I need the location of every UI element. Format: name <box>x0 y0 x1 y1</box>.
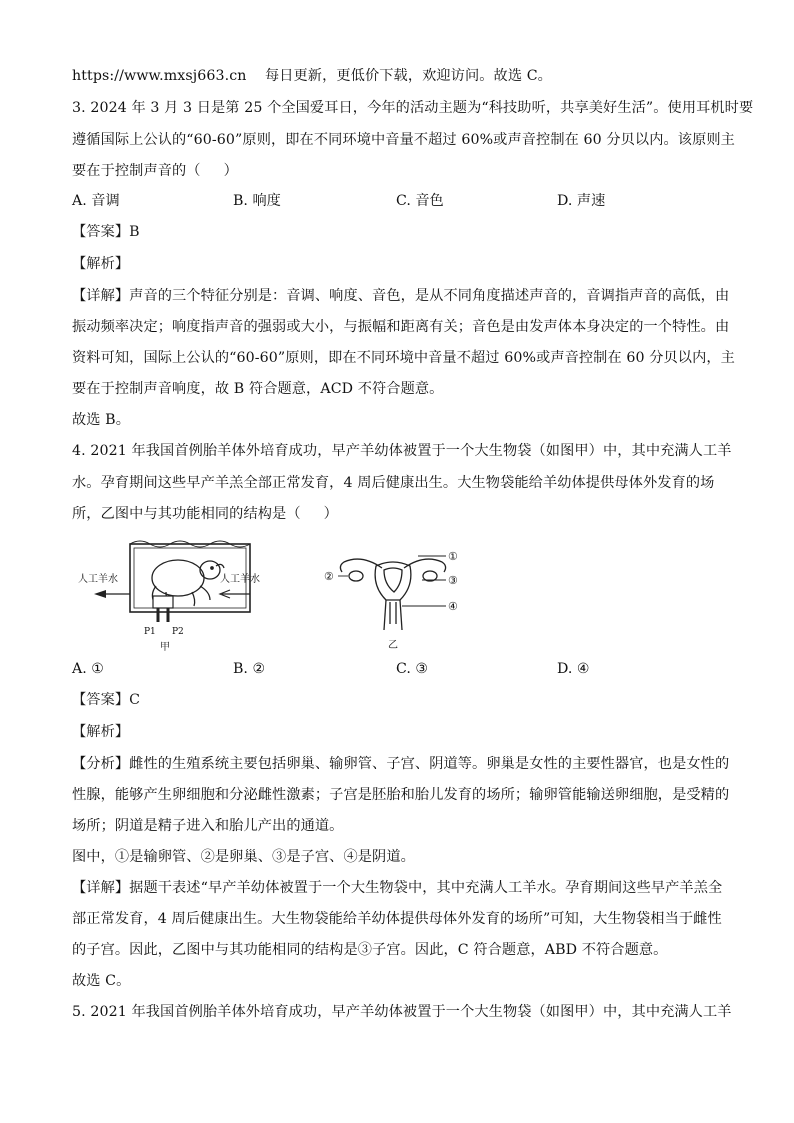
q3-conclusion: 故选 B。 <box>72 412 130 428</box>
q3-stem-line-2: 遵循国际上公认的“60-60”原则，即在不同环境中音量不超过 60%或声音控制在 60 分贝以内。该原则主 <box>72 132 735 148</box>
q3-option-d: D. 声速 <box>557 193 606 209</box>
q5-stem-line-1: 5. 2021 年我国首例胎羊体外培育成功，早产羊幼体被置于一个大生物袋（如图甲）中，其中充满人工羊 <box>72 1004 732 1020</box>
q4-stem-line-3: 所，乙图中与其功能相同的结构是（ ） <box>72 506 338 522</box>
uterus-diagram <box>340 559 445 630</box>
jia-caption: 甲 <box>160 642 170 653</box>
marker-1: ① <box>448 550 458 563</box>
q4-fenxi-line-1: 【分析】雌性的生殖系统主要包括卵巢、输卵管、子宫、阴道等。卵巢是女性的主要性器官，也是女性的 <box>72 756 730 772</box>
header-line: https://www.mxsj663.cn 每日更新，更低价下载，欢迎访问。故选 C。 <box>72 68 552 84</box>
figure-yi <box>322 540 472 652</box>
jia-p2-label: P2 <box>172 627 184 637</box>
q4-answer: 【答案】C <box>72 692 141 708</box>
q4-analysis-tag: 【解析】 <box>72 724 130 740</box>
q4-detail-line-1: 【详解】据题干表述“早产羊幼体被置于一个大生物袋中，其中充满人工羊水。孕育期间这些早产羊羔全 <box>72 880 723 896</box>
q4-option-d: D. ④ <box>557 661 590 677</box>
q4-option-a: A. ① <box>72 661 104 677</box>
q4-fenxi-line-2: 性腺，能够产生卵细胞和分泌雌性激素；子宫是胚胎和胎儿发育的场所；输卵管能输送卵细胞，是受精的 <box>72 787 730 803</box>
q4-stem-line-2: 水。孕育期间这些早产羊羔全部正常发育，4 周后健康出生。大生物袋能给羊幼体提供母体外发育的场 <box>72 475 715 491</box>
jia-p1-label: P1 <box>144 627 156 637</box>
jia-right-label: 人工羊水 <box>220 574 260 585</box>
q3-detail-line-4: 要在于控制声音响度，故 B 符合题意，ACD 不符合题意。 <box>72 381 444 397</box>
marker-3: ③ <box>448 574 458 587</box>
q3-detail-line-1: 【详解】声音的三个特征分别是：音调、响度、音色，是从不同角度描述声音的，音调指声音的高低，由 <box>72 288 730 304</box>
q4-stem-line-1: 4. 2021 年我国首例胎羊体外培育成功，早产羊幼体被置于一个大生物袋（如图甲）中，其中充满人工羊 <box>72 443 732 459</box>
q3-option-a: A. 音调 <box>72 193 120 209</box>
q3-detail-line-2: 振动频率决定；响度指声音的强弱或大小，与振幅和距离有关；音色是由发声体本身决定的一个特性。由 <box>72 319 730 335</box>
yi-caption: 乙 <box>388 640 398 651</box>
q3-stem-line-3: 要在于控制声音的（ ） <box>72 163 238 179</box>
q4-option-c: C. ③ <box>396 661 429 677</box>
q4-figure-note: 图中，①是输卵管、②是卵巢、③是子宫、④是阴道。 <box>72 849 415 865</box>
q3-option-b: B. 响度 <box>233 193 281 209</box>
jia-left-label: 人工羊水 <box>78 574 118 585</box>
q3-stem-line-1: 3. 2024 年 3 月 3 日是第 25 个全国爱耳日，今年的活动主题为“科技助听，共享美好生活”。使用耳机时要 <box>72 100 754 116</box>
marker-4: ④ <box>448 600 458 613</box>
q3-analysis-tag: 【解析】 <box>72 256 130 272</box>
q4-fenxi-line-3: 场所；阴道是精子进入和胎儿产出的通道。 <box>72 818 344 834</box>
q3-option-c: C. 音色 <box>396 193 444 209</box>
q4-detail-line-3: 的子宫。因此，乙图中与其功能相同的结构是③子宫。因此，C 符合题意，ABD 不符合题意。 <box>72 942 668 958</box>
q4-option-b: B. ② <box>233 661 266 677</box>
marker-2: ② <box>324 570 334 583</box>
q4-conclusion: 故选 C。 <box>72 973 131 989</box>
q4-detail-line-2: 部正常发育，4 周后健康出生。大生物袋能给羊幼体提供母体外发育的场所”可知，大生物袋相当于雌性 <box>72 911 722 927</box>
q3-detail-line-3: 资料可知，国际上公认的“60-60”原则，即在不同环境中音量不超过 60%或声音控制在 60 分贝以内，主 <box>72 350 735 366</box>
q3-answer: 【答案】B <box>72 224 140 240</box>
figure-jia <box>72 536 262 654</box>
